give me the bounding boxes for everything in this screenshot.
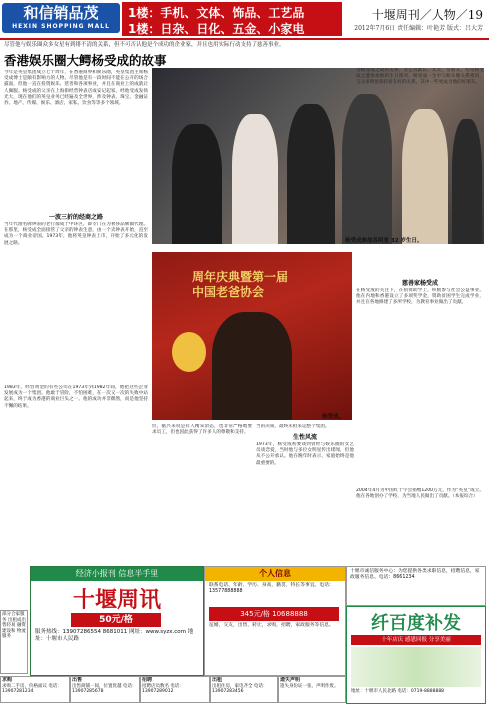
photo1-caption: 杨受成参加各明星 32 岁生日。 bbox=[345, 238, 423, 244]
logo-cn: 和信销品茂 bbox=[23, 4, 99, 22]
ad4-slogan: 十年店庆 感恩回报 分享美丽 bbox=[351, 635, 481, 645]
photo2-banner-text: 周年庆典暨第一届 中国老爸协会 bbox=[192, 270, 289, 299]
article-headline: 香港娱乐圈大鳄杨受成的故事 bbox=[4, 53, 167, 68]
ad4-address: 地址：十堰市人民北路 电话：0719-8888888 bbox=[351, 689, 445, 694]
article-col-b3: 2004年4月为中国红十字会捐赠1200万元，作为“英皇”成立。他在各地创办了学校，为当地人民做出了贡献。（本报综合） bbox=[356, 488, 484, 500]
article-col-a3: 1983年，经营黄金的有些公司在1973年到1982年间，他把这些企业发展成为一个集团。他敢于冒险，不怕困难，在一次又一次的失败中站起来，终于成为香港的商业巨头之一。他的成功并非偶然，而是他坚持不懈的结果。 bbox=[4, 385, 148, 409]
ad2-text: 联系电话，年龄、学历、身高，籍贯，特长等事宜。电话：13577888888 bbox=[209, 583, 334, 594]
ad4-product-image bbox=[351, 647, 481, 687]
ad3-text: 十堰市诚信服务中心：为您提供各类求职信息，招聘信息，家政服务信息。电话：8661234 bbox=[350, 569, 480, 580]
article-col-b2: 在杨受成的关注下，在捐资助学上，积极参与社会公益事业。他在内地和香港设立了多项奖学金，资助贫困学生完成学业，并且在各地修建了多所学校，为教育事业做出了贡献。 bbox=[356, 288, 484, 306]
page-meta: 2012年7月6日 责任编辑：叶艳芳 版式：吕大芳 bbox=[354, 25, 483, 32]
photo2-caption: 杨受成。 bbox=[322, 414, 345, 420]
header-rule bbox=[0, 38, 489, 40]
subhead-romantic: 生性风流 bbox=[292, 434, 317, 441]
banner-line-2: 1楼：日杂、日化、五金、小家电 bbox=[128, 22, 305, 36]
personal-info-ad bbox=[204, 566, 346, 676]
ad1-title: 十堰周讯 bbox=[72, 587, 161, 613]
page-title: 十堰周刊／人物／19 bbox=[371, 8, 483, 22]
portrait-photo bbox=[152, 252, 352, 420]
ad2-title: 个人信息 bbox=[205, 567, 345, 581]
article-lead: 尽管他与娱乐圈众多女星有到绯不清的关系，但不可否认他是个成功的企业家，并且也用实际行动支持了慈善事业。 bbox=[4, 42, 285, 48]
ad4-title: 纤百度补发 bbox=[371, 613, 461, 634]
article-col-d: 当的决策，最终未拍来运整个集团。 bbox=[256, 424, 330, 429]
classified-cell: 招聘 招聘店员数名 电话：13907289012 bbox=[140, 676, 210, 703]
store-banner bbox=[122, 2, 342, 36]
article-col-a: 今年是英皇集团成立七十周年，在香港商界和娱乐圈，英皇集团主席杨受成博士是颇有影响力的人物。尽管他是有一段时间不能在公开的场合露面，但他一直在投资娱乐、慈善和各项事业，并且在商业上的成就让人佩服。杨受成的父亲在上海街经营钟表店成安记起家，经他受成发扬光大，现在他们的英皇业务已经遍及全世界，涉及钟表、珠宝、金融证券、地产、传媒、娱乐、酒店、家私、饮食等等多个领域。 bbox=[4, 70, 148, 107]
service-center-ad bbox=[346, 566, 486, 606]
classified-grid bbox=[0, 676, 346, 703]
ad1-contact: 服务热线：13907286554 8681011 网址：www.syzx.com 地址：十堰市人民路 bbox=[35, 629, 194, 642]
ad2-price: 345元/格 10688888 bbox=[209, 607, 339, 621]
banner-line-1: 1楼：手机、文体、饰品、工艺品 bbox=[128, 6, 305, 20]
ad2-text-2: 征婚，交友，出售，转让，求购，招聘，家政服务等信息。 bbox=[209, 623, 334, 628]
hexin-logo bbox=[2, 3, 120, 33]
classified-cell: 遗失声明 遗失身份证一张，声明作废。 bbox=[278, 676, 346, 703]
side-service-box: 部分合家服务 出租成出售轻易 融资建设和 物流服务 bbox=[0, 610, 28, 674]
article-col-b: 为杨受成之间的关系，女艺员默认、太太、女朋友，均受杨受成之邀参加他的生日派对。杨受成一生中与娱乐圈关系密切，与众多明星保持着友好的关系，其中一些更成为他的好朋友。 bbox=[356, 68, 484, 86]
ad1-top: 经济小报刊 信息半手里 bbox=[31, 567, 203, 581]
classified-cell: 出租 出租住房，家电齐全 电话：13907283456 bbox=[210, 676, 278, 703]
classified-cell: 出售 出售商铺一间，位置优越 电话：13907285678 bbox=[70, 676, 140, 703]
article-col-d2: 1973年，杨受成初要谈到曾经与娱乐圈的女艺员谈恋爱，当时他与多位女明星传出绯闻，但他从不公开承认。他在晚年时表示，家庭始终是他最重要的。 bbox=[256, 442, 354, 466]
subhead-business-path: 一波三折的经商之路 bbox=[48, 214, 103, 221]
page-heading bbox=[354, 6, 483, 32]
subhead-philanthropist: 慈善家杨受成 bbox=[401, 280, 438, 287]
article-col-a2: 当年代理名牌钟表的老行都成于中环区，即专门在为奢侈品牌做代理。在那里，杨受成全面接管了父亲的钟表生意，由一个卖钟表开始，直至成为一个商业帝国。1973年，他将英皇钟表上市，开始了多元化的发展之路。 bbox=[4, 222, 148, 246]
beauty-store-ad bbox=[346, 606, 486, 704]
logo-en: HEXIN SHOPPING MALL bbox=[12, 23, 110, 30]
shiyan-weekly-ad bbox=[30, 566, 204, 676]
article-col-c: 但，据兴来说是有人精采余态，也非常严格地要求员工，但也因此获得了许多人的尊敬和支持。 bbox=[152, 424, 252, 436]
ad1-price: 50元/格 bbox=[71, 613, 161, 627]
classified-cell: 求购 求购二手房，价格面议 电话：13907281234 bbox=[0, 676, 70, 703]
